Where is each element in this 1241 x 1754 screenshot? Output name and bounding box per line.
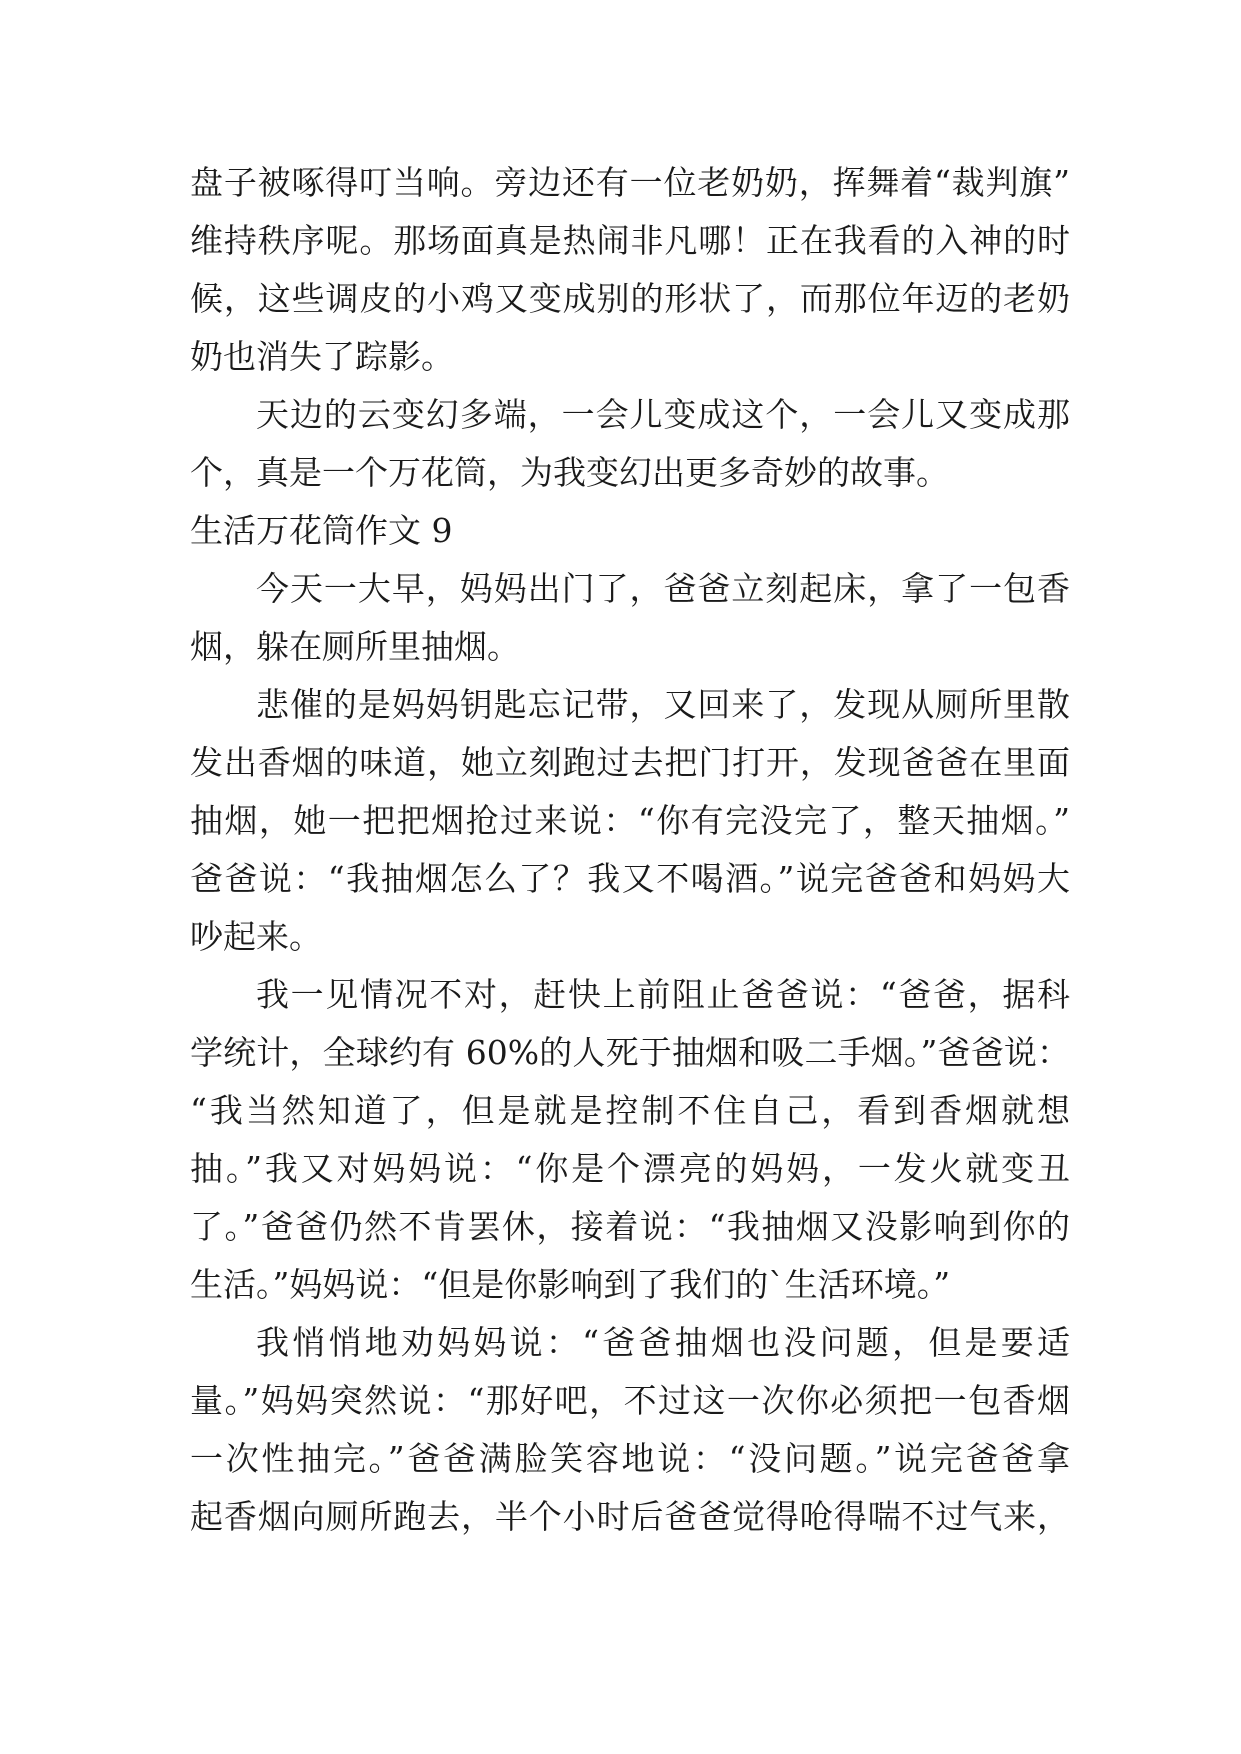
text-line: 维持秩序呢。那场面真是热闹非凡哪！正在我看的入神的时 — [190, 221, 1070, 260]
text-line: 今天一大早，妈妈出门了，爸爸立刻起床，拿了一包香 — [256, 569, 1070, 608]
text-line: 了。”爸爸仍然不肯罢休，接着说：“我抽烟又没影响到你的 — [190, 1207, 1070, 1246]
text-line: 爸爸说：“我抽烟怎么了？我又不喝酒。”说完爸爸和妈妈大 — [190, 859, 1070, 898]
text-line: 学统计，全球约有 60%的人死于抽烟和吸二手烟。”爸爸说： — [190, 1033, 1070, 1072]
text-line: 一次性抽完。”爸爸满脸笑容地说：“没问题。”说完爸爸拿 — [190, 1439, 1070, 1478]
text-line: 发出香烟的味道，她立刻跑过去把门打开，发现爸爸在里面 — [190, 743, 1070, 782]
text-line: 起香烟向厕所跑去，半个小时后爸爸觉得呛得喘不过气来， — [190, 1497, 1070, 1536]
text-line: 天边的云变幻多端，一会儿变成这个，一会儿又变成那 — [256, 395, 1070, 434]
text-line: 抽。”我又对妈妈说：“你是个漂亮的妈妈，一发火就变丑 — [190, 1149, 1070, 1188]
paragraph — [190, 386, 1070, 502]
paragraph — [190, 560, 1070, 676]
document-body — [190, 154, 1070, 1546]
section-heading: 生活万花筒作文 9 — [190, 511, 453, 550]
text-line: 量。”妈妈突然说：“那好吧，不过这一次你必须把一包香烟 — [190, 1381, 1070, 1420]
text-line: “我当然知道了，但是就是控制不住自己，看到香烟就想 — [190, 1091, 1070, 1130]
paragraph — [190, 154, 1070, 386]
paragraph — [190, 1314, 1070, 1546]
paragraph — [190, 676, 1070, 966]
text-line: 盘子被啄得叮当响。旁边还有一位老奶奶，挥舞着“裁判旗” — [190, 163, 1070, 202]
text-line: 悲催的是妈妈钥匙忘记带，又回来了，发现从厕所里散 — [256, 685, 1070, 724]
text-line: 抽烟，她一把把烟抢过来说：“你有完没完了，整天抽烟。” — [190, 801, 1070, 840]
text-line: 生活。”妈妈说：“但是你影响到了我们的`生活环境。” — [190, 1265, 951, 1304]
text-line: 我悄悄地劝妈妈说：“爸爸抽烟也没问题，但是要适 — [256, 1323, 1070, 1362]
text-line: 奶也消失了踪影。 — [190, 337, 454, 376]
text-line: 个，真是一个万花筒，为我变幻出更多奇妙的故事。 — [190, 453, 949, 492]
text-line: 烟，躲在厕所里抽烟。 — [190, 627, 520, 666]
paragraph — [190, 966, 1070, 1314]
text-line: 候，这些调皮的小鸡又变成别的形状了，而那位年迈的老奶 — [190, 279, 1070, 318]
text-line: 我一见情况不对，赶快上前阻止爸爸说：“爸爸，据科 — [256, 975, 1070, 1014]
text-line: 吵起来。 — [190, 917, 322, 956]
